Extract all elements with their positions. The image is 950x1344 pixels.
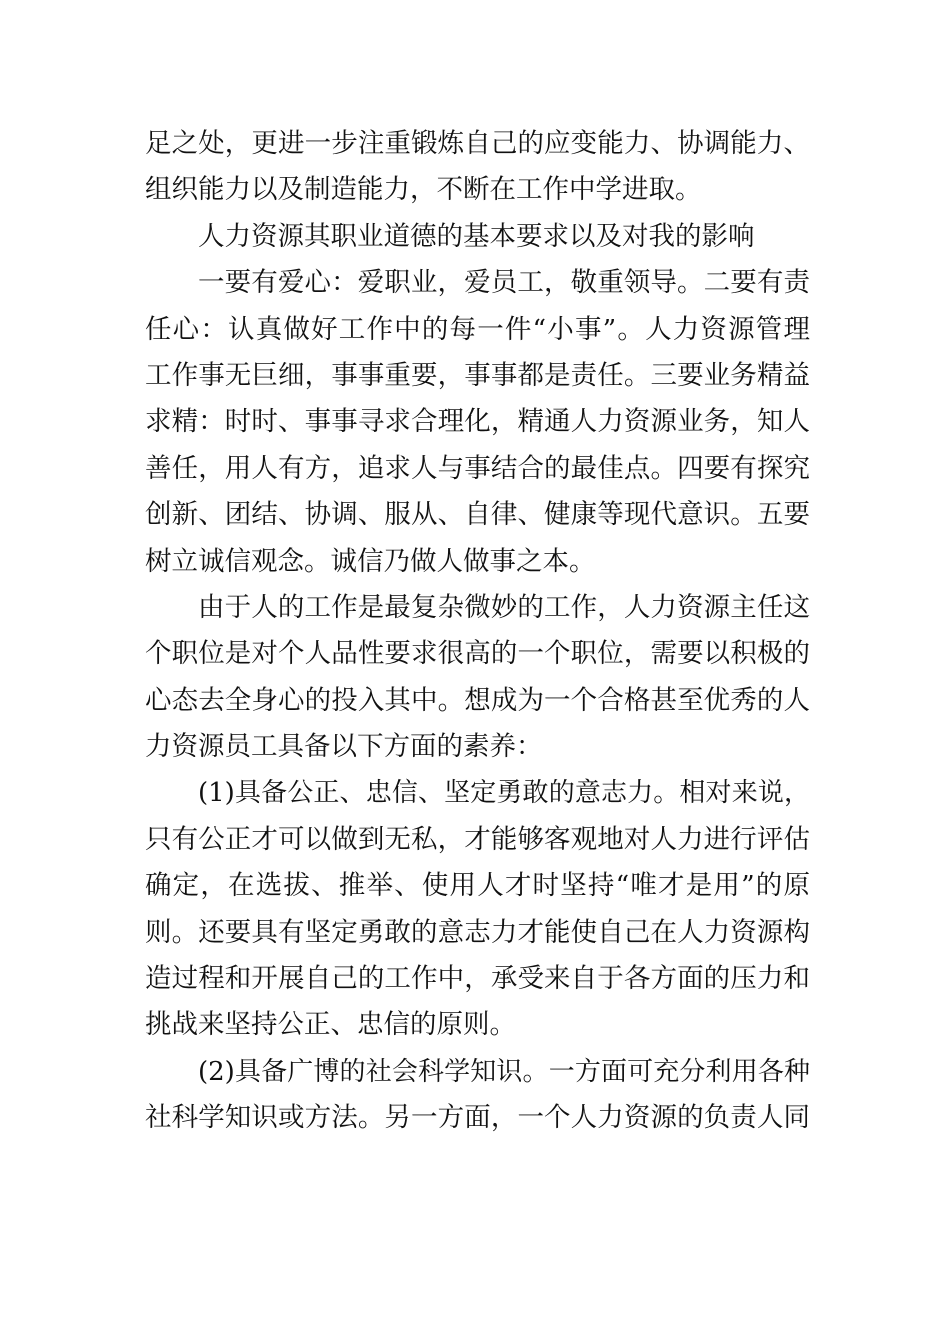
text-line: 心态去全身心的投入其中。想成为一个合格甚至优秀的人: [145, 684, 810, 716]
text-line: 确定，在选拔、推举、使用人才时坚持“唯才是用”的原: [145, 870, 810, 902]
text-line: 足之处，更进一步注重锻炼自己的应变能力、协调能力、: [145, 128, 810, 159]
text-line: 树立诚信观念。诚信乃做人做事之本。: [145, 545, 596, 577]
text-line: 善任，用人有方，追求人与事结合的最佳点。四要有探究: [145, 452, 810, 484]
text-line: 由于人的工作是最复杂微妙的工作，人力资源主任这: [198, 591, 810, 623]
text-line: 力资源员工具备以下方面的素养：: [145, 731, 543, 763]
text-line: 挑战来坚持公正、忠信的原则。: [145, 1009, 516, 1041]
text-line: 造过程和开展自己的工作中，承受来自于各方面的压力和: [145, 963, 810, 995]
text-line: 创新、团结、协调、服从、自律、健康等现代意识。五要: [145, 499, 810, 531]
text-line: (2)具备广博的社会科学知识。一方面可充分利用各种: [198, 1056, 810, 1087]
document-body: [145, 121, 810, 1142]
text-line: (1)具备公正、忠信、坚定勇敢的意志力。相对来说，: [198, 778, 810, 809]
text-line: 只有公正才可以做到无私，才能够客观地对人力进行评估: [145, 823, 810, 855]
text-line: 社科学知识或方法。另一方面，一个人力资源的负责人同: [145, 1102, 810, 1134]
text-line: 个职位是对个人品性要求很高的一个职位，需要以积极的: [145, 638, 810, 670]
text-line: 组织能力以及制造能力，不断在工作中学进取。: [145, 174, 702, 206]
text-line: 则。还要具有坚定勇敢的意志力才能使自己在人力资源构: [145, 916, 810, 948]
text-line: 一要有爱心：爱职业，爱员工，敬重领导。二要有责: [198, 267, 810, 299]
text-line: 工作事无巨细，事事重要，事事都是责任。三要业务精益: [145, 359, 810, 391]
text-line: 任心：认真做好工作中的每一件“小事”。人力资源管理: [145, 313, 810, 345]
text-line: 求精：时时、事事寻求合理化，精通人力资源业务，知人: [145, 406, 810, 438]
section-heading: 人力资源其职业道德的基本要求以及对我的影响: [198, 220, 755, 252]
